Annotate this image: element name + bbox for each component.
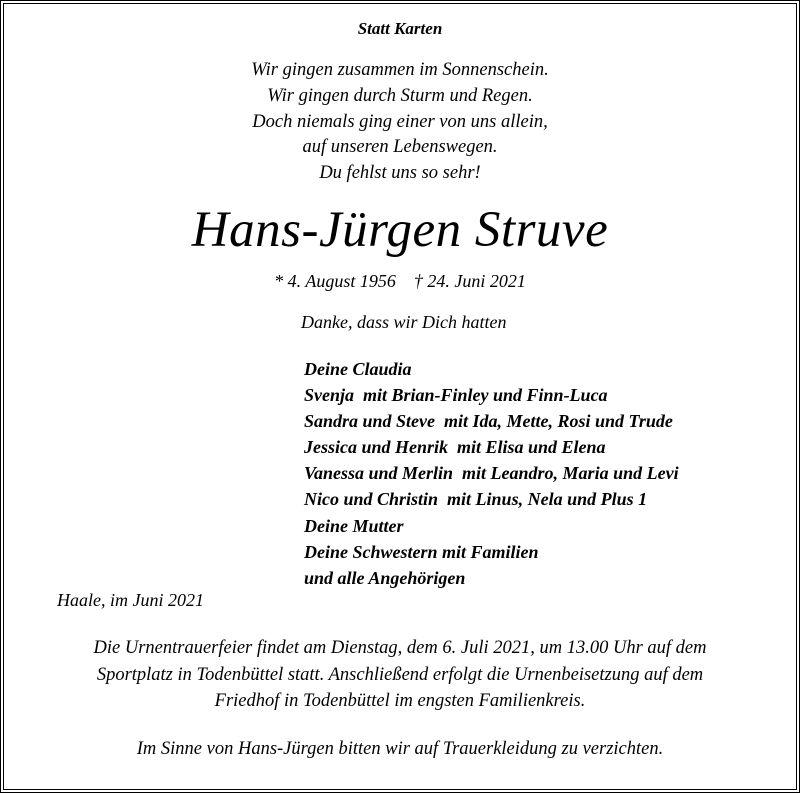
deceased-name: Hans-Jürgen Struve xyxy=(191,202,609,258)
death-date: † 24. Juni 2021 xyxy=(413,271,526,291)
ceremony-info xyxy=(0,635,800,715)
mourner-line: Vanessa und Merlin mit Leandro, Maria und Levi xyxy=(304,463,679,484)
mourners-list xyxy=(304,356,679,591)
thanks-line: Danke, dass wir Dich hatten xyxy=(301,312,507,332)
mourner-line: Nico und Christin mit Linus, Nela und Plus 1 xyxy=(304,489,648,510)
mourner-line: Sandra und Steve mit Ida, Mette, Rosi und Trude xyxy=(304,411,673,432)
poem-line: Du fehlst uns so sehr! xyxy=(319,163,481,184)
mourner-line: Deine Mutter xyxy=(304,515,404,536)
poem xyxy=(0,58,800,187)
mourner-line: und alle Angehörigen xyxy=(304,567,466,588)
birth-date: * 4. August 1956 xyxy=(274,271,396,291)
poem-line: Wir gingen zusammen im Sonnenschein. xyxy=(251,60,549,80)
clothing-request: Im Sinne von Hans-Jürgen bitten wir auf Trauerkleidung zu verzichten. xyxy=(136,739,664,759)
mourner-line: Deine Claudia xyxy=(304,359,412,379)
life-dates xyxy=(0,271,800,292)
mourner-line: Deine Schwestern mit Familien xyxy=(304,541,539,562)
ceremony-line: Sportplatz in Todenbüttel statt. Anschließend erfolgt die Urnenbeisetzung auf dem xyxy=(96,664,704,685)
place-and-date: Haale, im Juni 2021 xyxy=(57,590,204,610)
mourner-line: Jessica und Henrik mit Elisa und Elena xyxy=(304,437,606,458)
poem-line: Doch niemals ging einer von uns allein, xyxy=(252,111,548,132)
poem-line: Wir gingen durch Sturm und Regen. xyxy=(267,85,533,106)
ceremony-line: Die Urnentrauerfeier findet am Dienstag, dem 6. Juli 2021, um 13.00 Uhr auf dem xyxy=(93,638,707,658)
header-statt-karten: Statt Karten xyxy=(357,19,443,38)
ceremony-line: Friedhof in Todenbüttel im engsten Familienkreis. xyxy=(214,691,586,711)
poem-line: auf unseren Lebenswegen. xyxy=(302,137,498,158)
mourner-line: Svenja mit Brian-Finley und Finn-Luca xyxy=(304,385,608,406)
